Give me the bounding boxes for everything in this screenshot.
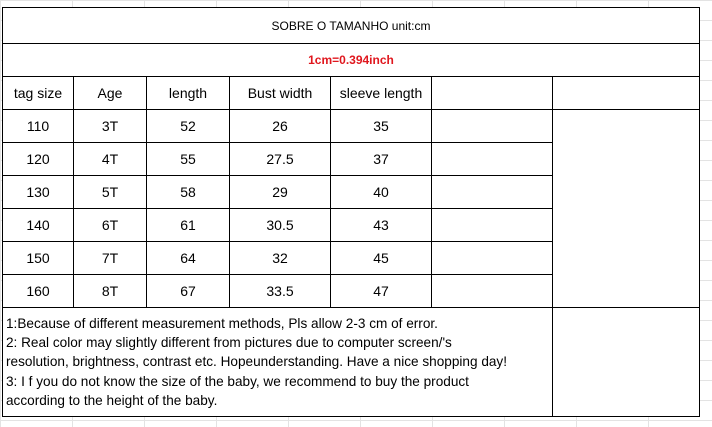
cell-length: 64 [146,241,230,275]
cell-sleeve-length: 35 [330,109,432,143]
cell-length: 52 [146,109,230,143]
cell-tag-size: 130 [2,175,74,209]
header-bust-width: Bust width [229,76,331,110]
cell-bust-width: 27.5 [229,142,331,176]
header-sleeve-length: sleeve length [330,76,432,110]
cell-tag-size: 150 [2,241,74,275]
empty-merged-cell [552,109,700,308]
cell-bust-width: 29 [229,175,331,209]
empty-cell [431,241,553,275]
cell-age: 6T [73,208,147,242]
note-line: 3: I f you do not know the size of the baby, we recommend to buy the product [6,373,469,389]
unit-conversion: 1cm=0.394inch [2,43,700,77]
cell-bust-width: 30.5 [229,208,331,242]
notes-empty-cell [552,307,700,417]
cell-age: 8T [73,274,147,308]
header-age: Age [73,76,147,110]
table-title: SOBRE O TAMANHO unit:cm [2,7,700,44]
note-line: resolution, brightness, contrast etc. Hopeunderstanding. Have a nice shopping day! [6,354,508,370]
cell-age: 3T [73,109,147,143]
header-length: length [146,76,230,110]
cell-length: 55 [146,142,230,176]
cell-bust-width: 26 [229,109,331,143]
cell-age: 5T [73,175,147,209]
cell-sleeve-length: 45 [330,241,432,275]
cell-sleeve-length: 40 [330,175,432,209]
cell-tag-size: 110 [2,109,74,143]
header-tag-size: tag size [2,76,74,110]
cell-length: 58 [146,175,230,209]
note-line: according to the height of the baby. [6,392,218,408]
empty-cell [431,208,553,242]
empty-cell [431,175,553,209]
cell-sleeve-length: 43 [330,208,432,242]
cell-tag-size: 120 [2,142,74,176]
cell-bust-width: 32 [229,241,331,275]
note-line: 2: Real color may slightly different from pictures due to computer screen/'s [6,335,452,351]
notes-block [2,307,553,417]
header-empty-cell [431,76,553,110]
cell-sleeve-length: 37 [330,142,432,176]
empty-cell [431,274,553,308]
note-line: 1:Because of different measurement methods, Pls allow 2-3 cm of error. [6,316,438,331]
empty-cell [431,109,553,143]
cell-age: 7T [73,241,147,275]
cell-bust-width: 33.5 [229,274,331,308]
cell-length: 67 [146,274,230,308]
empty-cell [431,142,553,176]
cell-tag-size: 140 [2,208,74,242]
cell-age: 4T [73,142,147,176]
cell-tag-size: 160 [2,274,74,308]
cell-sleeve-length: 47 [330,274,432,308]
cell-length: 61 [146,208,230,242]
header-empty-cell [552,76,700,110]
